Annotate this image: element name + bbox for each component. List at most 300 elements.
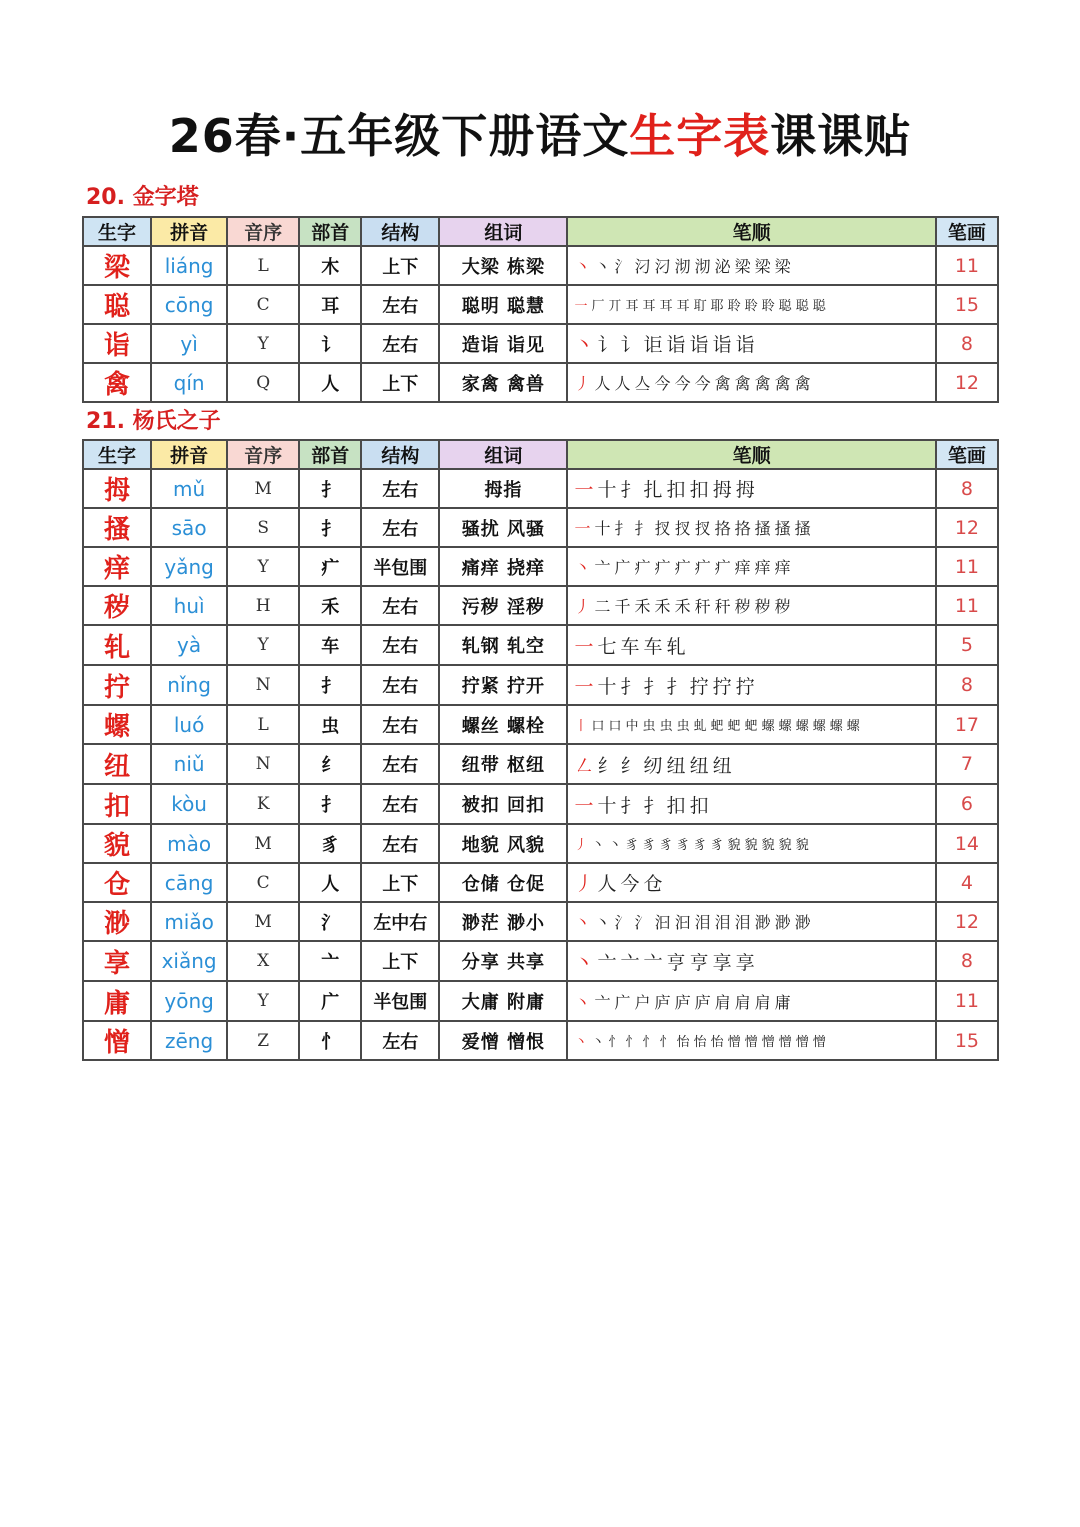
title-prefix: 26春·五年级下册语文 bbox=[168, 109, 630, 163]
stroke-step: 秽 bbox=[734, 597, 751, 616]
stroke-step: 貌 bbox=[761, 838, 775, 853]
stroke-step: 一 bbox=[574, 479, 594, 501]
table-row bbox=[83, 625, 998, 665]
order-cell: C bbox=[227, 285, 299, 324]
words-cell: 渺茫 渺小 bbox=[439, 902, 567, 941]
stroke-step: 禽 bbox=[714, 374, 731, 393]
stroke-step: 亨 bbox=[666, 951, 686, 974]
order-cell: L bbox=[227, 246, 299, 285]
radical-cell: 人 bbox=[299, 863, 361, 902]
stroke-step: 梁 bbox=[754, 257, 771, 276]
stroke-step: 挌 bbox=[714, 519, 731, 538]
stroke-step: 貌 bbox=[744, 838, 758, 853]
stroke-step: 车 bbox=[643, 635, 663, 658]
character-table-1 bbox=[82, 216, 999, 403]
stroke-step: 禽 bbox=[794, 374, 811, 393]
stroke-step: 渺 bbox=[774, 913, 791, 932]
stroke-order-cell bbox=[567, 508, 935, 547]
stroke-step: 丶 bbox=[594, 913, 611, 932]
stroke-step: 诣 bbox=[735, 334, 755, 356]
table-row bbox=[83, 324, 998, 363]
radical-cell: 纟 bbox=[299, 744, 361, 784]
radical-cell: 扌 bbox=[299, 784, 361, 824]
stroke-step: 疒 bbox=[714, 558, 731, 577]
stroke-step: 渺 bbox=[754, 913, 771, 932]
header-stroke-count: 笔画 bbox=[936, 440, 998, 469]
structure-cell: 半包围 bbox=[361, 547, 439, 586]
stroke-step: 车 bbox=[620, 635, 640, 658]
structure-cell: 左右 bbox=[361, 784, 439, 824]
radical-cell: 车 bbox=[299, 625, 361, 665]
pinyin-cell: sāo bbox=[151, 508, 227, 547]
pinyin-cell: yǎng bbox=[151, 547, 227, 586]
stroke-step: 秽 bbox=[754, 597, 771, 616]
stroke-step: 豸 bbox=[676, 838, 690, 853]
stroke-step: ㇜ bbox=[574, 754, 594, 777]
stroke-step: 聆 bbox=[727, 299, 741, 314]
radical-cell: 忄 bbox=[299, 1021, 361, 1060]
stroke-step: 肩 bbox=[734, 992, 751, 1012]
stroke-count-cell: 11 bbox=[936, 981, 998, 1021]
stroke-count-cell: 14 bbox=[936, 824, 998, 863]
stroke-step: 今 bbox=[620, 873, 640, 895]
structure-cell: 上下 bbox=[361, 246, 439, 285]
stroke-step: 口 bbox=[608, 719, 622, 734]
stroke-step: 扠 bbox=[654, 519, 671, 538]
radical-cell: 扌 bbox=[299, 469, 361, 508]
words-cell: 拧紧 拧开 bbox=[439, 665, 567, 705]
words-cell: 轧钢 轧空 bbox=[439, 625, 567, 665]
order-cell: C bbox=[227, 863, 299, 902]
stroke-order-cell bbox=[567, 981, 935, 1021]
structure-cell: 左右 bbox=[361, 625, 439, 665]
stroke-step: 怡 bbox=[693, 1035, 707, 1050]
pinyin-cell: xiǎng bbox=[151, 941, 227, 981]
words-cell: 家禽 禽兽 bbox=[439, 363, 567, 402]
stroke-step: 扣 bbox=[666, 794, 686, 817]
words-cell: 大梁 栋梁 bbox=[439, 246, 567, 285]
structure-cell: 上下 bbox=[361, 363, 439, 402]
table-row bbox=[83, 1021, 998, 1060]
header-stroke-order: 笔顺 bbox=[567, 217, 935, 246]
radical-cell: 讠 bbox=[299, 324, 361, 363]
stroke-step: 豸 bbox=[659, 838, 673, 853]
stroke-step: 丶 bbox=[574, 257, 591, 276]
stroke-count-cell: 12 bbox=[936, 363, 998, 402]
stroke-step: 聪 bbox=[795, 299, 809, 314]
stroke-order-cell bbox=[567, 625, 935, 665]
stroke-step: 貌 bbox=[795, 838, 809, 853]
stroke-step: 一 bbox=[574, 519, 591, 538]
radical-cell: 人 bbox=[299, 363, 361, 402]
stroke-step: 丶 bbox=[574, 558, 591, 577]
stroke-step: 汈 bbox=[654, 257, 671, 276]
header-character: 生字 bbox=[83, 217, 151, 246]
stroke-step: 疒 bbox=[634, 558, 651, 577]
stroke-step: 禾 bbox=[634, 597, 651, 616]
stroke-step: 扌 bbox=[620, 675, 640, 698]
stroke-step: 扎 bbox=[643, 479, 663, 501]
stroke-count-cell: 8 bbox=[936, 469, 998, 508]
stroke-step: 拇 bbox=[712, 479, 732, 501]
stroke-step: 虫 bbox=[642, 719, 656, 734]
character-cell: 拇 bbox=[83, 469, 151, 508]
structure-cell: 左右 bbox=[361, 508, 439, 547]
table-row bbox=[83, 665, 998, 705]
stroke-step: 豸 bbox=[693, 838, 707, 853]
stroke-step: 螺 bbox=[812, 719, 826, 734]
stroke-order-cell bbox=[567, 705, 935, 744]
stroke-step: 汩 bbox=[654, 913, 671, 932]
stroke-step: 今 bbox=[694, 374, 711, 393]
character-cell: 螺 bbox=[83, 705, 151, 744]
stroke-step: 庐 bbox=[654, 992, 671, 1012]
stroke-step: 泪 bbox=[714, 913, 731, 932]
stroke-step: 搔 bbox=[774, 519, 791, 538]
radical-cell: 广 bbox=[299, 981, 361, 1021]
radical-cell: 禾 bbox=[299, 586, 361, 625]
stroke-step: 禽 bbox=[734, 374, 751, 393]
pinyin-cell: yōng bbox=[151, 981, 227, 1021]
stroke-step: 丿 bbox=[574, 597, 591, 616]
stroke-step: 纽 bbox=[712, 754, 732, 777]
stroke-step: 丌 bbox=[608, 299, 622, 314]
stroke-step: 氵 bbox=[634, 913, 651, 932]
order-cell: M bbox=[227, 824, 299, 863]
radical-cell: 耳 bbox=[299, 285, 361, 324]
stroke-step: 丶 bbox=[574, 992, 591, 1012]
stroke-step: 轧 bbox=[666, 635, 686, 658]
stroke-step: 虫 bbox=[676, 719, 690, 734]
stroke-step: 疒 bbox=[654, 558, 671, 577]
header-words: 组词 bbox=[439, 440, 567, 469]
stroke-count-cell: 12 bbox=[936, 902, 998, 941]
pinyin-cell: yà bbox=[151, 625, 227, 665]
pinyin-cell: yì bbox=[151, 324, 227, 363]
stroke-step: 扌 bbox=[620, 794, 640, 817]
stroke-count-cell: 11 bbox=[936, 246, 998, 285]
stroke-step: 纟 bbox=[620, 754, 640, 777]
table-row bbox=[83, 705, 998, 744]
section-title-2: 21. 杨氏之子 bbox=[86, 409, 221, 434]
stroke-count-cell: 15 bbox=[936, 1021, 998, 1060]
stroke-step: 丶 bbox=[591, 1035, 605, 1050]
character-cell: 仓 bbox=[83, 863, 151, 902]
character-cell: 聪 bbox=[83, 285, 151, 324]
structure-cell: 左中右 bbox=[361, 902, 439, 941]
structure-cell: 左右 bbox=[361, 665, 439, 705]
stroke-step: 丶 bbox=[608, 838, 622, 853]
character-cell: 憎 bbox=[83, 1021, 151, 1060]
stroke-step: 享 bbox=[712, 951, 732, 974]
stroke-step: 十 bbox=[597, 794, 617, 817]
character-cell: 庸 bbox=[83, 981, 151, 1021]
stroke-step: 丿 bbox=[574, 873, 594, 895]
order-cell: Z bbox=[227, 1021, 299, 1060]
stroke-step: 秆 bbox=[714, 597, 731, 616]
stroke-step: 一 bbox=[574, 299, 588, 314]
page-title bbox=[0, 100, 1080, 166]
stroke-step: 广 bbox=[614, 992, 631, 1012]
stroke-count-cell: 11 bbox=[936, 586, 998, 625]
stroke-step: 渺 bbox=[794, 913, 811, 932]
stroke-step: 仓 bbox=[643, 873, 663, 895]
stroke-order-cell bbox=[567, 469, 935, 508]
stroke-step: 纫 bbox=[643, 754, 663, 777]
stroke-order-cell bbox=[567, 324, 935, 363]
header-structure: 结构 bbox=[361, 440, 439, 469]
table-row bbox=[83, 508, 998, 547]
stroke-step: 扣 bbox=[689, 479, 709, 501]
stroke-order-cell bbox=[567, 784, 935, 824]
stroke-step: 扌 bbox=[666, 675, 686, 698]
stroke-count-cell: 8 bbox=[936, 665, 998, 705]
stroke-step: 人 bbox=[614, 374, 631, 393]
stroke-step: 丶 bbox=[574, 913, 591, 932]
stroke-step: 丶 bbox=[574, 334, 594, 356]
stroke-step: 聪 bbox=[778, 299, 792, 314]
stroke-step: 梁 bbox=[734, 257, 751, 276]
stroke-step: 蚆 bbox=[744, 719, 758, 734]
order-cell: Y bbox=[227, 981, 299, 1021]
pinyin-cell: niǔ bbox=[151, 744, 227, 784]
stroke-step: 亠 bbox=[594, 992, 611, 1012]
stroke-step: 扠 bbox=[694, 519, 711, 538]
words-cell: 造诣 诣见 bbox=[439, 324, 567, 363]
header-words: 组词 bbox=[439, 217, 567, 246]
words-cell: 仓储 仓促 bbox=[439, 863, 567, 902]
order-cell: H bbox=[227, 586, 299, 625]
stroke-step: 十 bbox=[594, 519, 611, 538]
character-cell: 拧 bbox=[83, 665, 151, 705]
table-row bbox=[83, 246, 998, 285]
stroke-step: 肩 bbox=[714, 992, 731, 1012]
table-row bbox=[83, 941, 998, 981]
stroke-step: 蚆 bbox=[727, 719, 741, 734]
radical-cell: 疒 bbox=[299, 547, 361, 586]
character-cell: 貌 bbox=[83, 824, 151, 863]
words-cell: 骚扰 风骚 bbox=[439, 508, 567, 547]
stroke-step: 汈 bbox=[634, 257, 651, 276]
stroke-count-cell: 6 bbox=[936, 784, 998, 824]
stroke-step: 泌 bbox=[714, 257, 731, 276]
character-cell: 渺 bbox=[83, 902, 151, 941]
words-cell: 被扣 回扣 bbox=[439, 784, 567, 824]
title-highlight: 生字表 bbox=[629, 109, 771, 163]
stroke-step: 憎 bbox=[727, 1035, 741, 1050]
order-cell: M bbox=[227, 469, 299, 508]
pinyin-cell: liáng bbox=[151, 246, 227, 285]
stroke-step: 扠 bbox=[674, 519, 691, 538]
character-cell: 痒 bbox=[83, 547, 151, 586]
structure-cell: 左右 bbox=[361, 324, 439, 363]
pinyin-cell: zēng bbox=[151, 1021, 227, 1060]
character-cell: 秽 bbox=[83, 586, 151, 625]
stroke-order-cell bbox=[567, 363, 935, 402]
stroke-count-cell: 11 bbox=[936, 547, 998, 586]
header-pinyin: 拼音 bbox=[151, 440, 227, 469]
structure-cell: 上下 bbox=[361, 941, 439, 981]
stroke-step: 憎 bbox=[795, 1035, 809, 1050]
structure-cell: 左右 bbox=[361, 1021, 439, 1060]
stroke-step: 亠 bbox=[643, 951, 663, 974]
order-cell: Y bbox=[227, 625, 299, 665]
table-row bbox=[83, 981, 998, 1021]
structure-cell: 左右 bbox=[361, 586, 439, 625]
table-row bbox=[83, 824, 998, 863]
stroke-step: 螺 bbox=[761, 719, 775, 734]
words-cell: 大庸 附庸 bbox=[439, 981, 567, 1021]
stroke-step: 讵 bbox=[643, 334, 663, 356]
stroke-step: 搔 bbox=[754, 519, 771, 538]
words-cell: 爱憎 憎恨 bbox=[439, 1021, 567, 1060]
stroke-step: 十 bbox=[597, 675, 617, 698]
character-cell: 扣 bbox=[83, 784, 151, 824]
stroke-step: 耳 bbox=[676, 299, 690, 314]
stroke-count-cell: 12 bbox=[936, 508, 998, 547]
stroke-step: 纽 bbox=[689, 754, 709, 777]
stroke-step: 泪 bbox=[694, 913, 711, 932]
stroke-step: 怡 bbox=[676, 1035, 690, 1050]
section-title-1: 20. 金字塔 bbox=[86, 185, 199, 210]
order-cell: N bbox=[227, 665, 299, 705]
table-row bbox=[83, 586, 998, 625]
stroke-order-cell bbox=[567, 586, 935, 625]
words-cell: 痛痒 挠痒 bbox=[439, 547, 567, 586]
stroke-count-cell: 5 bbox=[936, 625, 998, 665]
stroke-step: 耶 bbox=[710, 299, 724, 314]
structure-cell: 左右 bbox=[361, 744, 439, 784]
header-pinyin: 拼音 bbox=[151, 217, 227, 246]
stroke-step: 忄 bbox=[625, 1035, 639, 1050]
header-radical: 部首 bbox=[299, 217, 361, 246]
table-row bbox=[83, 744, 998, 784]
pinyin-cell: mào bbox=[151, 824, 227, 863]
header-stroke-order: 笔顺 bbox=[567, 440, 935, 469]
stroke-count-cell: 17 bbox=[936, 705, 998, 744]
character-table-2 bbox=[82, 439, 999, 1061]
stroke-step: 纽 bbox=[666, 754, 686, 777]
radical-cell: 木 bbox=[299, 246, 361, 285]
radical-cell: 豸 bbox=[299, 824, 361, 863]
stroke-step: 广 bbox=[614, 558, 631, 577]
table-row bbox=[83, 469, 998, 508]
stroke-step: 耳 bbox=[659, 299, 673, 314]
order-cell: L bbox=[227, 705, 299, 744]
stroke-step: 丶 bbox=[574, 951, 594, 974]
stroke-step: 丿 bbox=[574, 838, 588, 853]
pinyin-cell: kòu bbox=[151, 784, 227, 824]
stroke-step: 庐 bbox=[694, 992, 711, 1012]
order-cell: X bbox=[227, 941, 299, 981]
stroke-step: 七 bbox=[597, 635, 617, 658]
stroke-step: 憎 bbox=[812, 1035, 826, 1050]
pinyin-cell: qín bbox=[151, 363, 227, 402]
stroke-step: 挌 bbox=[734, 519, 751, 538]
structure-cell: 左右 bbox=[361, 469, 439, 508]
structure-cell: 左右 bbox=[361, 705, 439, 744]
stroke-step: 耵 bbox=[693, 299, 707, 314]
stroke-step: 扣 bbox=[666, 479, 686, 501]
stroke-step: 亼 bbox=[634, 374, 651, 393]
stroke-step: 讠 bbox=[597, 334, 617, 356]
stroke-step: 纟 bbox=[597, 754, 617, 777]
words-cell: 污秽 淫秽 bbox=[439, 586, 567, 625]
stroke-step: 秽 bbox=[774, 597, 791, 616]
stroke-step: 忄 bbox=[608, 1035, 622, 1050]
stroke-step: 忄 bbox=[659, 1035, 673, 1050]
stroke-step: 禾 bbox=[654, 597, 671, 616]
table-row bbox=[83, 363, 998, 402]
stroke-step: 口 bbox=[591, 719, 605, 734]
stroke-step: 螺 bbox=[795, 719, 809, 734]
stroke-count-cell: 8 bbox=[936, 324, 998, 363]
pinyin-cell: luó bbox=[151, 705, 227, 744]
header-row bbox=[83, 217, 998, 246]
stroke-step: 搔 bbox=[794, 519, 811, 538]
stroke-step: 拧 bbox=[735, 675, 755, 698]
stroke-step: 氵 bbox=[614, 257, 631, 276]
stroke-step: 亠 bbox=[620, 951, 640, 974]
pinyin-cell: huì bbox=[151, 586, 227, 625]
order-cell: K bbox=[227, 784, 299, 824]
table-row bbox=[83, 547, 998, 586]
header-row bbox=[83, 440, 998, 469]
stroke-step: 秆 bbox=[694, 597, 711, 616]
stroke-step: 沏 bbox=[674, 257, 691, 276]
character-cell: 轧 bbox=[83, 625, 151, 665]
stroke-step: 聆 bbox=[744, 299, 758, 314]
stroke-order-cell bbox=[567, 1021, 935, 1060]
character-cell: 搔 bbox=[83, 508, 151, 547]
stroke-step: 拇 bbox=[735, 479, 755, 501]
stroke-step: 痒 bbox=[754, 558, 771, 577]
stroke-step: 亨 bbox=[689, 951, 709, 974]
stroke-step: 虫 bbox=[659, 719, 673, 734]
words-cell: 地貌 风貌 bbox=[439, 824, 567, 863]
stroke-step: 憎 bbox=[761, 1035, 775, 1050]
header-stroke-count: 笔画 bbox=[936, 217, 998, 246]
stroke-step: 痒 bbox=[734, 558, 751, 577]
stroke-step: 禾 bbox=[674, 597, 691, 616]
table-row bbox=[83, 863, 998, 902]
structure-cell: 半包围 bbox=[361, 981, 439, 1021]
stroke-order-cell bbox=[567, 547, 935, 586]
stroke-step: 一 bbox=[574, 794, 594, 817]
stroke-step: 扣 bbox=[689, 794, 709, 817]
stroke-step: 扌 bbox=[634, 519, 651, 538]
stroke-step: 扌 bbox=[620, 479, 640, 501]
structure-cell: 左右 bbox=[361, 824, 439, 863]
order-cell: S bbox=[227, 508, 299, 547]
radical-cell: 虫 bbox=[299, 705, 361, 744]
character-cell: 诣 bbox=[83, 324, 151, 363]
stroke-step: 憎 bbox=[744, 1035, 758, 1050]
stroke-step: 豸 bbox=[625, 838, 639, 853]
stroke-step: 聪 bbox=[812, 299, 826, 314]
stroke-step: 螺 bbox=[778, 719, 792, 734]
stroke-step: 泪 bbox=[734, 913, 751, 932]
stroke-step: 丨 bbox=[574, 719, 588, 734]
radical-cell: 扌 bbox=[299, 665, 361, 705]
stroke-order-cell bbox=[567, 902, 935, 941]
stroke-order-cell bbox=[567, 285, 935, 324]
stroke-step: 肩 bbox=[754, 992, 771, 1012]
stroke-step: 厂 bbox=[591, 299, 605, 314]
stroke-order-cell bbox=[567, 824, 935, 863]
stroke-step: 憎 bbox=[778, 1035, 792, 1050]
order-cell: M bbox=[227, 902, 299, 941]
